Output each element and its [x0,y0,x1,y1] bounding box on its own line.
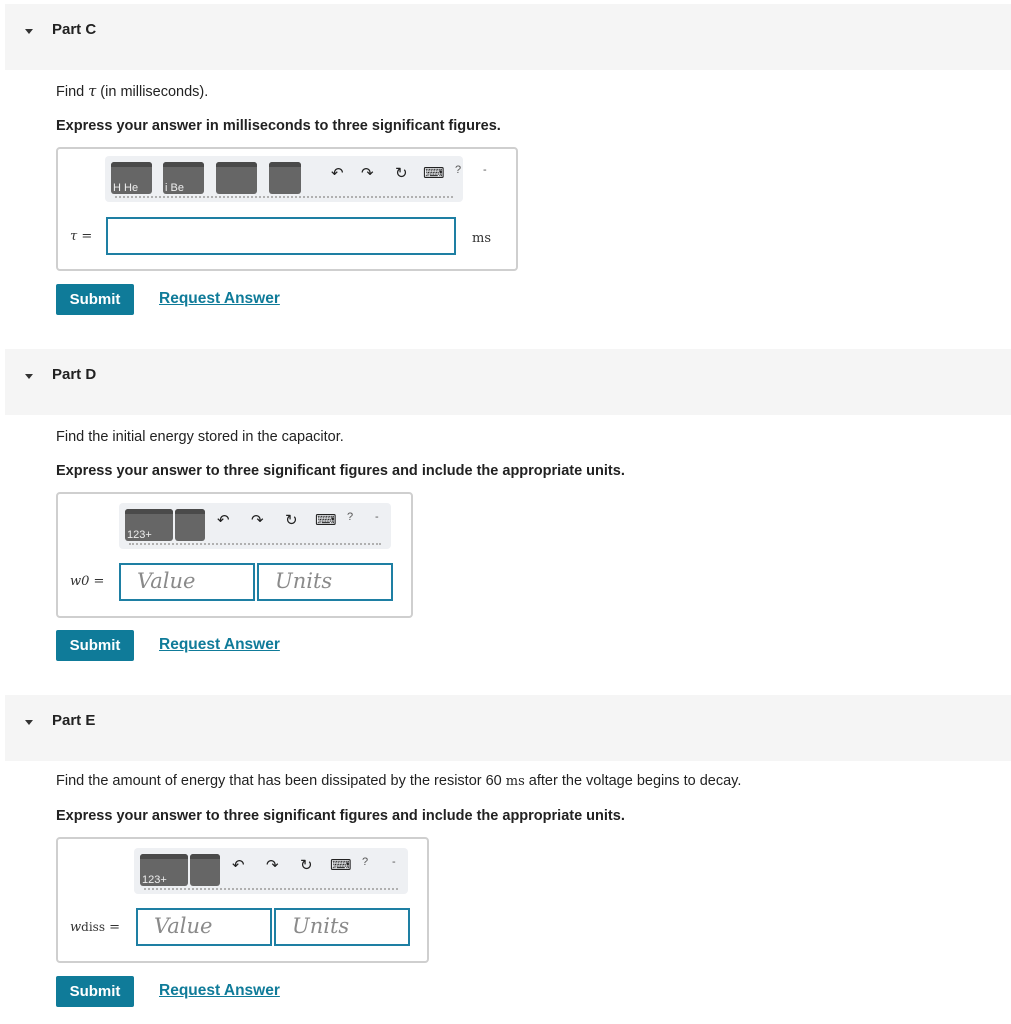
units-placeholder: Units [292,914,350,938]
part-title: Part C [52,21,97,38]
keyboard-icon[interactable]: ⌨ [315,511,337,529]
part-c-header[interactable] [5,4,1011,70]
toolbar-divider [115,194,453,198]
submit-button[interactable]: Submit [56,630,134,661]
answer-input[interactable] [106,217,456,255]
units-placeholder: Units [275,569,333,593]
request-answer-link[interactable]: Request Answer [159,982,280,999]
help-icon[interactable]: ? [455,164,462,176]
part-d-header[interactable] [5,349,1011,415]
help-icon[interactable]: ? [362,856,369,868]
variable-label: wdiss = [70,920,121,935]
reset-icon[interactable]: ↻ [300,856,313,874]
value-input[interactable] [136,908,272,946]
more-icon[interactable]: - [375,511,379,523]
redo-icon[interactable]: ↷ [361,164,374,182]
answer-box [56,492,413,618]
variable-label: w0 = [70,574,105,589]
help-icon[interactable]: ? [347,511,354,523]
collapse-caret-icon[interactable] [25,720,33,725]
question-prompt: Find the amount of energy that has been dissipated by the resistor 60 ms after the voltage begins to decay. [56,773,742,789]
periodic-table-button[interactable]: i Be [163,162,204,194]
undo-icon[interactable]: ↶ [217,511,230,529]
submit-button[interactable]: Submit [56,976,134,1007]
keyboard-icon[interactable]: ⌨ [423,164,445,182]
vector-button[interactable] [216,162,257,194]
redo-icon[interactable]: ↷ [251,511,264,529]
answer-box [56,837,429,963]
toolbar-divider [129,541,381,545]
templates-button[interactable]: 123+ [140,854,188,886]
math-toolbar [134,848,408,894]
answer-instruction: Express your answer to three significant figures and include the appropriate units. [56,463,625,479]
value-placeholder: Value [154,914,213,938]
question-prompt: Find τ (in milliseconds). [56,84,209,100]
collapse-caret-icon[interactable] [25,374,33,379]
math-toolbar [119,503,391,549]
part-title: Part E [52,712,96,729]
special-characters-button[interactable] [190,854,220,886]
unit-label: ms [472,231,491,246]
value-placeholder: Value [137,569,196,593]
templates-button[interactable]: H He [111,162,152,194]
tau-symbol: τ [88,84,97,100]
undo-icon[interactable]: ↶ [232,856,245,874]
keyboard-icon[interactable]: ⌨ [330,856,352,874]
undo-icon[interactable]: ↶ [331,164,344,182]
more-icon[interactable]: - [483,164,487,176]
units-input[interactable] [257,563,393,601]
reset-icon[interactable]: ↻ [395,164,408,182]
toolbar-divider [144,886,398,890]
part-e-header[interactable] [5,695,1011,761]
math-toolbar [105,156,487,202]
collapse-caret-icon[interactable] [25,29,33,34]
unit-ms: ms [505,774,525,789]
matrix-button[interactable] [269,162,301,194]
more-icon[interactable]: - [392,856,396,868]
answer-instruction: Express your answer to three significant figures and include the appropriate units. [56,808,625,824]
request-answer-link[interactable]: Request Answer [159,636,280,653]
question-prompt: Find the initial energy stored in the capacitor. [56,429,344,445]
reset-icon[interactable]: ↻ [285,511,298,529]
request-answer-link[interactable]: Request Answer [159,290,280,307]
units-input[interactable] [274,908,410,946]
value-input[interactable] [119,563,255,601]
submit-button[interactable]: Submit [56,284,134,315]
redo-icon[interactable]: ↷ [266,856,279,874]
answer-box [56,147,518,271]
templates-button[interactable]: 123+ [125,509,173,541]
special-characters-button[interactable] [175,509,205,541]
part-title: Part D [52,366,97,383]
answer-instruction: Express your answer in milliseconds to three significant figures. [56,118,501,134]
variable-label: τ = [70,229,93,244]
